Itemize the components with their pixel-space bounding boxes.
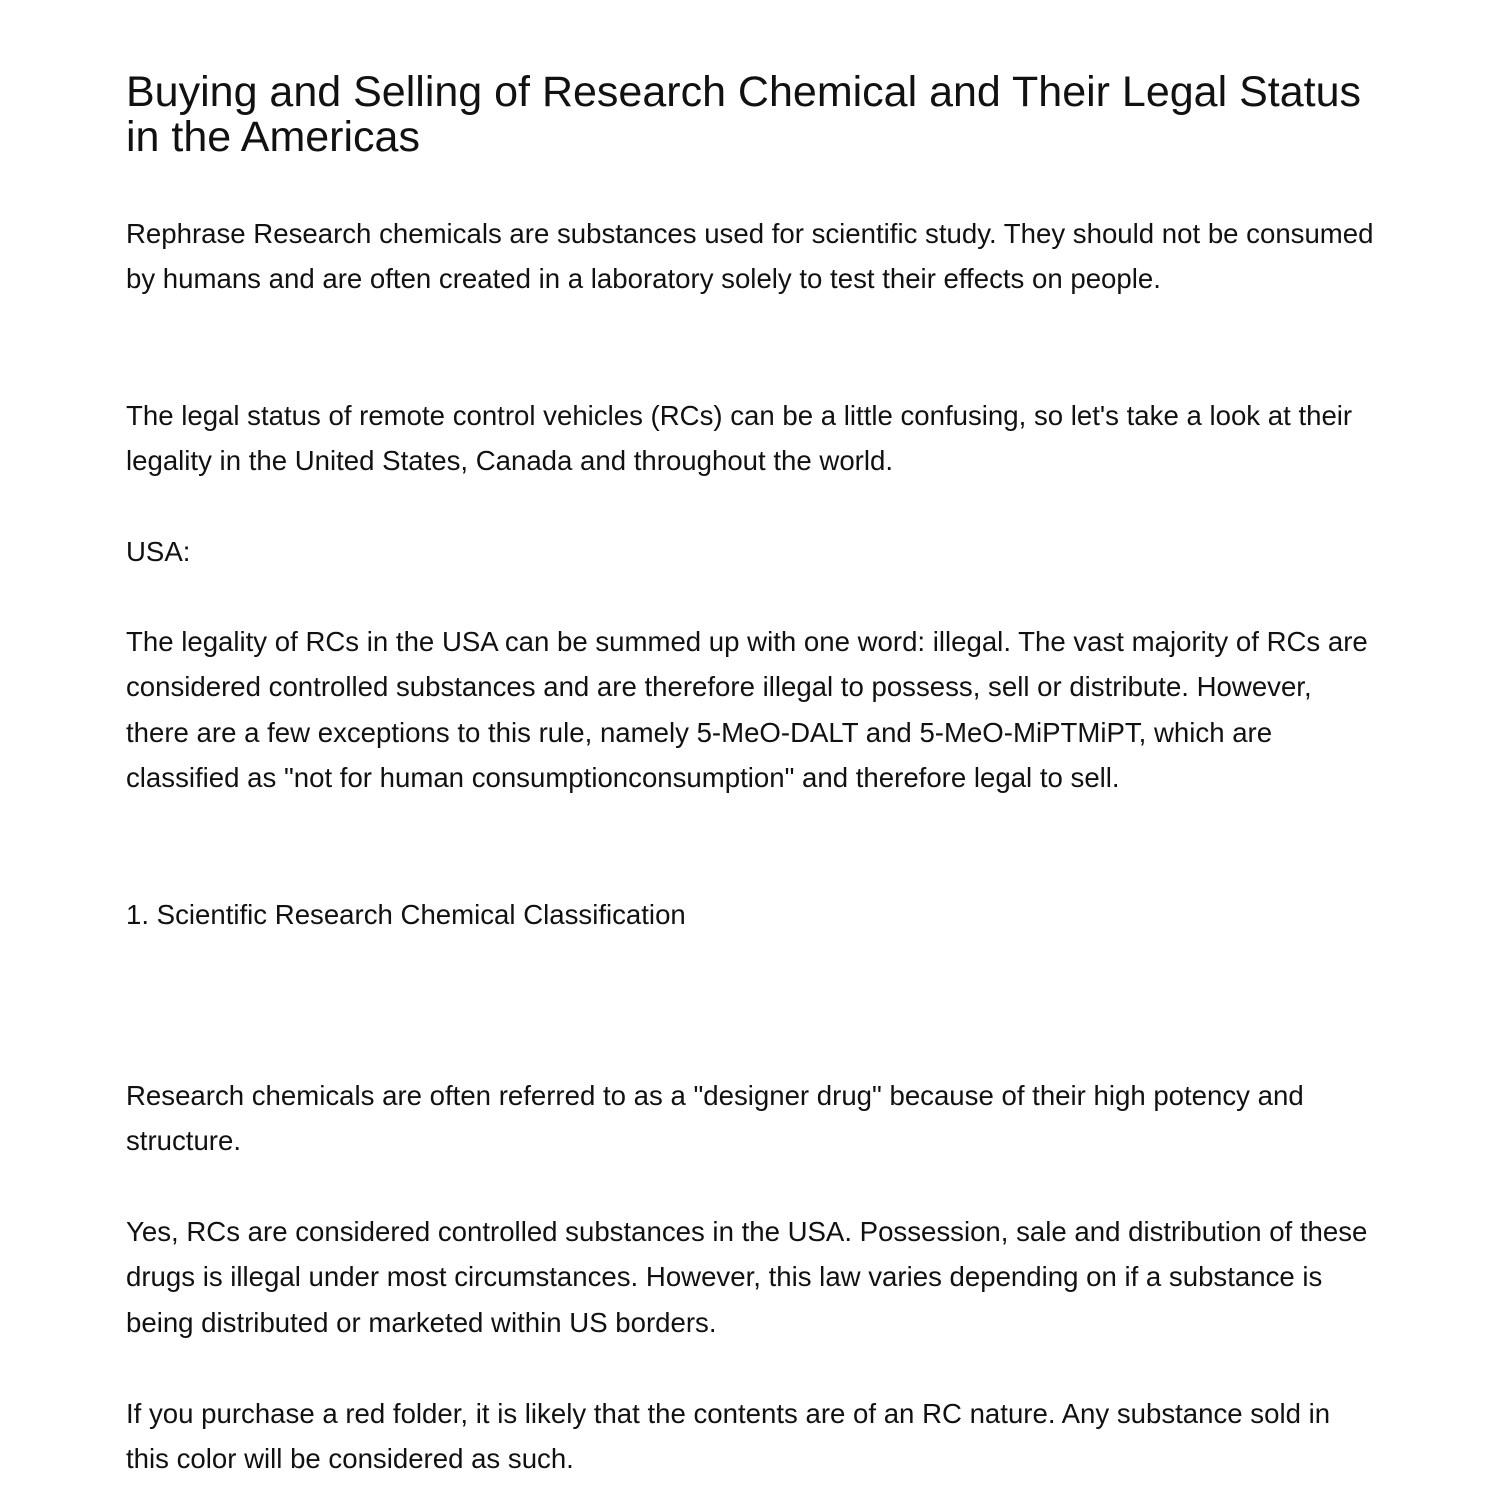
paragraph-designer-drug: Research chemicals are often referred to as a "designer drug" because of their high potency and structure. [126,1080,1304,1157]
paragraph-usa-legality: The legality of RCs in the USA can be summed up with one word: illegal. The vast majority of RCs are considered controlled substances and are therefore illegal to possess, sell or distribute. However, there are a few exceptions to this rule, namely 5-MeO-DALT and 5-MeO-MiPTMiPT, which are classified as "not for human consumptionconsumption" and therefore legal to sell. [126,626,1368,794]
section-heading-usa: USA: [126,536,191,567]
document-title: Buying and Selling of Research Chemical and Their Legal Status in the Americas [126,68,1361,161]
paragraph-controlled-substances: Yes, RCs are considered controlled substances in the USA. Possession, sale and distribution of these drugs is illegal under most circumstances. However, this law varies depending on if a substance is being distributed or marketed within US borders. [126,1216,1368,1338]
paragraph-intro: Rephrase Research chemicals are substances used for scientific study. They should not be consumed by humans and are often created in a laboratory solely to test their effects on people. [126,218,1374,295]
paragraph-red-folder: If you purchase a red folder, it is likely that the contents are of an RC nature. Any substance sold in this color will be considered as such. [126,1398,1331,1475]
section-heading-classification: 1. Scientific Research Chemical Classification [126,899,686,930]
paragraph-legal-status: The legal status of remote control vehicles (RCs) can be a little confusing, so let's take a look at their legality in the United States, Canada and throughout the world. [126,400,1353,477]
